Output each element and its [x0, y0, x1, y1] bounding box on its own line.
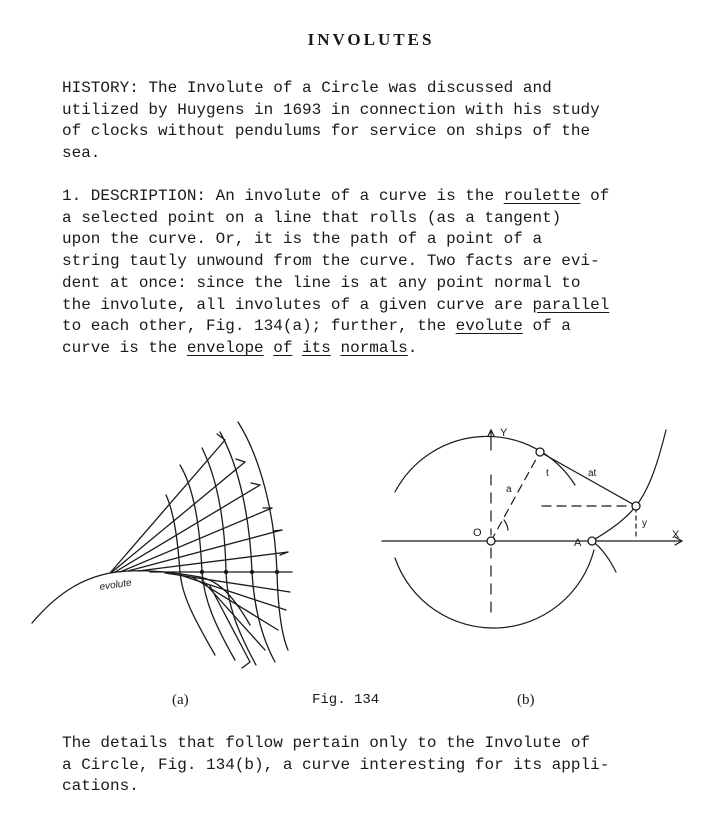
figure-caption: Fig. 134 [312, 692, 380, 708]
origin-point [487, 537, 495, 545]
marker-dot [224, 570, 228, 574]
figure-b [370, 400, 700, 680]
history-paragraph [62, 78, 600, 165]
text-run: of [580, 187, 610, 205]
point-a [588, 537, 596, 545]
details-line: a Circle, Fig. 134(b), a curve interesting for its appli- [62, 755, 610, 774]
involute-curve [238, 422, 288, 650]
involute-cusp [242, 662, 250, 668]
involute-curve-inner [592, 541, 616, 572]
marker-dot [200, 570, 204, 574]
angle-t-label: t [546, 468, 549, 479]
caption-a: (a) [172, 692, 189, 708]
details-line: The details that follow pertain only to the Involute of [62, 734, 591, 752]
underlined-term: parallel [532, 295, 610, 314]
evolute-label: evolute [98, 577, 133, 593]
description-line: upon the curve. Or, it is the path of a point of a [62, 230, 543, 249]
text-run [264, 339, 274, 357]
description-line [62, 338, 609, 360]
marker-dot [250, 570, 254, 574]
history-line: HISTORY: The Involute of a Circle was discussed and [62, 79, 552, 97]
description-line: string tautly unwound from the curve. Two facts are evi- [62, 252, 600, 271]
text-run [292, 339, 302, 357]
figure-a-drawing [20, 400, 310, 680]
x-axis-label: X [672, 529, 680, 541]
marker-dot [275, 570, 279, 574]
base-circle-upper-arc [395, 436, 575, 492]
tangent-line [540, 452, 636, 506]
underlined-term: roulette [503, 187, 581, 205]
normal-line [180, 575, 286, 610]
text-run: . [407, 338, 418, 357]
figure-b-drawing [370, 400, 700, 680]
history-line: utilized by Huygens in 1693 in connection with his study [62, 100, 600, 119]
caption-b: (b) [517, 692, 535, 708]
angle-arc [504, 520, 508, 530]
text-run: curve is the [62, 338, 187, 357]
details-paragraph [62, 733, 609, 798]
underlined-term: its [302, 338, 331, 357]
text-run: of a [522, 317, 571, 336]
underlined-term: envelope [186, 338, 264, 357]
involute-cusp [251, 483, 260, 485]
text-run: to each other, Fig. 134(a); further, the [62, 317, 456, 336]
figure-a [20, 400, 310, 680]
y-axis-label: Y [500, 427, 508, 439]
description-line [62, 295, 609, 317]
radius-line [491, 452, 540, 541]
page-title: INVOLUTES [307, 30, 435, 49]
point-a-label: A [574, 537, 582, 549]
details-line: cations. [62, 777, 139, 796]
underlined-term: normals [340, 338, 408, 357]
involute-curve [220, 432, 275, 662]
tangent-point [536, 448, 544, 456]
underlined-term: evolute [455, 317, 523, 336]
description-line [62, 316, 609, 338]
involute-point [632, 502, 640, 510]
text-run: 1. DESCRIPTION: An involute of a curve is the [62, 187, 504, 205]
description-line: a selected point on a line that rolls (as a tangent) [62, 208, 562, 227]
description-line [62, 186, 609, 208]
involute-curve [592, 430, 666, 541]
involute-cusp [236, 459, 245, 462]
arc-length-label: at [588, 468, 597, 479]
y-distance-label: y [642, 518, 647, 529]
base-circle-lower-arc [395, 550, 594, 628]
text-run: the involute, all involutes of a given curve are [62, 295, 533, 314]
description-line: dent at once: since the line is at any point normal to [62, 273, 581, 292]
underlined-term: of [273, 338, 293, 357]
radius-label: a [506, 484, 512, 495]
description-paragraph [62, 186, 609, 360]
history-line: sea. [62, 144, 101, 163]
origin-label: O [473, 527, 482, 539]
history-line: of clocks without pendulums for service on ships of the [62, 122, 591, 141]
